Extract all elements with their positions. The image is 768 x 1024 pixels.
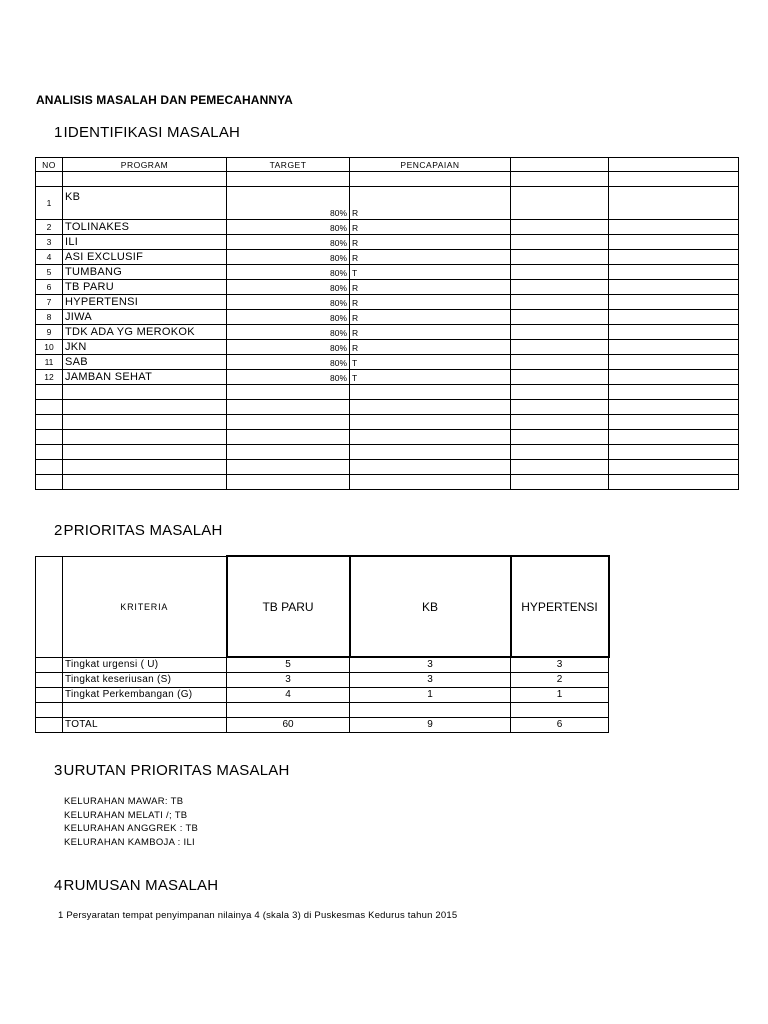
row-target: 80% xyxy=(227,325,350,340)
row-blank xyxy=(511,340,609,355)
criteria-row xyxy=(36,673,609,688)
criteria-row xyxy=(36,657,609,673)
criteria-value: 1 xyxy=(350,688,511,703)
total-value: 9 xyxy=(350,718,511,733)
row-blank xyxy=(511,295,609,310)
row-program: ASI EXCLUSIF xyxy=(63,250,227,265)
table-row-empty xyxy=(36,415,739,430)
table-header-row xyxy=(36,556,609,657)
row-no: 11 xyxy=(36,355,63,370)
list-item: KELURAHAN MELATI /; TB xyxy=(64,809,188,821)
urutan-list xyxy=(64,795,198,849)
total-value: 60 xyxy=(227,718,350,733)
row-target: 80% xyxy=(227,310,350,325)
criteria-value: 3 xyxy=(227,673,350,688)
table-row xyxy=(36,265,739,280)
row-no: 10 xyxy=(36,340,63,355)
row-target: 80% xyxy=(227,235,350,250)
table-row xyxy=(36,325,739,340)
row-target: 80% xyxy=(227,370,350,385)
row-no: 2 xyxy=(36,220,63,235)
row-no: 8 xyxy=(36,310,63,325)
row-pencapaian: R xyxy=(350,310,511,325)
row-blank xyxy=(609,235,739,250)
row-program: HYPERTENSI xyxy=(63,295,227,310)
section-number: 4 xyxy=(54,877,63,894)
row-no: 5 xyxy=(36,265,63,280)
criteria-label: Tingkat keseriusan (S) xyxy=(63,673,227,688)
blank-cell xyxy=(36,673,63,688)
column-header-hypertensi: HYPERTENSI xyxy=(511,556,609,657)
table-row-empty xyxy=(36,445,739,460)
header-no: NO xyxy=(36,158,63,172)
row-blank xyxy=(511,187,609,220)
row-blank xyxy=(609,370,739,385)
row-blank xyxy=(609,250,739,265)
table-header-row xyxy=(36,158,739,172)
total-row xyxy=(36,718,609,733)
rumusan-text: 1 Persyaratan tempat penyimpanan nilainya 4 (skala 3) di Puskesmas Kedurus tahun 2015 xyxy=(58,910,458,921)
header-blank xyxy=(609,158,739,172)
row-pencapaian: T xyxy=(350,370,511,385)
row-program: JAMBAN SEHAT xyxy=(63,370,227,385)
row-blank xyxy=(609,280,739,295)
row-no: 3 xyxy=(36,235,63,250)
row-no: 12 xyxy=(36,370,63,385)
row-program: JKN xyxy=(63,340,227,355)
table-row-empty xyxy=(36,400,739,415)
row-pencapaian: R xyxy=(350,235,511,250)
section-4-heading xyxy=(54,877,218,894)
row-pencapaian: R xyxy=(350,295,511,310)
table-row xyxy=(36,220,739,235)
row-no: 4 xyxy=(36,250,63,265)
row-target: 80% xyxy=(227,250,350,265)
criteria-value: 2 xyxy=(511,673,609,688)
prioritas-table xyxy=(35,555,610,733)
total-value: 6 xyxy=(511,718,609,733)
row-blank xyxy=(511,355,609,370)
row-blank xyxy=(511,325,609,340)
row-target: 80% xyxy=(227,280,350,295)
criteria-label: Tingkat Perkembangan (G) xyxy=(63,688,227,703)
row-program: KB xyxy=(63,187,227,220)
blank-cell xyxy=(36,688,63,703)
row-blank xyxy=(609,355,739,370)
row-blank xyxy=(511,280,609,295)
row-pencapaian: R xyxy=(350,280,511,295)
table-row xyxy=(36,187,739,220)
row-no: 6 xyxy=(36,280,63,295)
table-row xyxy=(36,295,739,310)
row-program: SAB xyxy=(63,355,227,370)
header-target: TARGET xyxy=(227,158,350,172)
criteria-row xyxy=(36,688,609,703)
row-blank xyxy=(511,250,609,265)
row-no: 7 xyxy=(36,295,63,310)
row-pencapaian: R xyxy=(350,340,511,355)
table-row-empty xyxy=(36,460,739,475)
criteria-value: 1 xyxy=(511,688,609,703)
row-blank xyxy=(511,220,609,235)
table-row-empty xyxy=(36,385,739,400)
table-row-empty xyxy=(36,172,739,187)
header-program: PROGRAM xyxy=(63,158,227,172)
table-row-empty xyxy=(36,430,739,445)
identifikasi-table xyxy=(35,157,739,490)
table-row xyxy=(36,250,739,265)
row-blank xyxy=(511,265,609,280)
criteria-value: 3 xyxy=(350,657,511,673)
row-blank xyxy=(609,187,739,220)
criteria-value: 4 xyxy=(227,688,350,703)
row-target: 80% xyxy=(227,187,350,220)
criteria-value: 3 xyxy=(511,657,609,673)
row-blank xyxy=(609,325,739,340)
table-row-empty xyxy=(36,703,609,718)
table-row xyxy=(36,355,739,370)
row-blank xyxy=(511,235,609,250)
table-row xyxy=(36,280,739,295)
section-3-heading xyxy=(54,762,290,779)
row-blank xyxy=(609,310,739,325)
section-1-heading xyxy=(54,124,240,141)
row-program: ILI xyxy=(63,235,227,250)
section-number: 3 xyxy=(54,762,63,779)
row-target: 80% xyxy=(227,340,350,355)
section-title: URUTAN PRIORITAS MASALAH xyxy=(63,762,290,779)
row-target: 80% xyxy=(227,295,350,310)
row-target: 80% xyxy=(227,220,350,235)
row-pencapaian: T xyxy=(350,355,511,370)
row-program: TOLINAKES xyxy=(63,220,227,235)
blank-cell xyxy=(36,657,63,673)
section-number: 2 xyxy=(54,522,63,539)
criteria-label: Tingkat urgensi ( U) xyxy=(63,657,227,673)
section-title: PRIORITAS MASALAH xyxy=(63,522,223,539)
section-title: RUMUSAN MASALAH xyxy=(63,877,219,894)
row-pencapaian: R xyxy=(350,325,511,340)
document-title: ANALISIS MASALAH DAN PEMECAHANNYA xyxy=(36,93,293,107)
list-item: KELURAHAN ANGGREK : TB xyxy=(64,823,199,834)
row-no: 1 xyxy=(36,187,63,220)
total-label: TOTAL xyxy=(63,718,227,733)
row-blank xyxy=(511,310,609,325)
row-pencapaian: R xyxy=(350,220,511,235)
row-pencapaian: R xyxy=(350,187,511,220)
criteria-value: 3 xyxy=(350,673,511,688)
kriteria-header: KRITERIA xyxy=(63,556,227,657)
section-number: 1 xyxy=(54,124,63,141)
row-blank xyxy=(609,265,739,280)
header-pencapaian: PENCAPAIAN xyxy=(350,158,511,172)
row-program: JIWA xyxy=(63,310,227,325)
row-blank xyxy=(511,370,609,385)
row-target: 80% xyxy=(227,265,350,280)
row-pencapaian: T xyxy=(350,265,511,280)
table-row-empty xyxy=(36,475,739,490)
row-program: TB PARU xyxy=(63,280,227,295)
table-row xyxy=(36,310,739,325)
row-program: TDK ADA YG MEROKOK xyxy=(63,325,227,340)
table-row xyxy=(36,235,739,250)
criteria-value: 5 xyxy=(227,657,350,673)
section-title: IDENTIFIKASI MASALAH xyxy=(63,124,241,141)
list-item: KELURAHAN KAMBOJA : ILI xyxy=(64,836,195,848)
row-blank xyxy=(609,220,739,235)
blank-cell xyxy=(36,556,63,657)
list-item: KELURAHAN MAWAR: TB xyxy=(64,796,184,807)
row-blank xyxy=(609,295,739,310)
table-row xyxy=(36,370,739,385)
column-header-kb: KB xyxy=(350,556,511,657)
row-target: 80% xyxy=(227,355,350,370)
row-blank xyxy=(609,340,739,355)
column-header-tb-paru: TB PARU xyxy=(227,556,350,657)
row-program: TUMBANG xyxy=(63,265,227,280)
table-row xyxy=(36,340,739,355)
row-pencapaian: R xyxy=(350,250,511,265)
header-blank xyxy=(511,158,609,172)
section-2-heading xyxy=(54,522,223,539)
row-no: 9 xyxy=(36,325,63,340)
